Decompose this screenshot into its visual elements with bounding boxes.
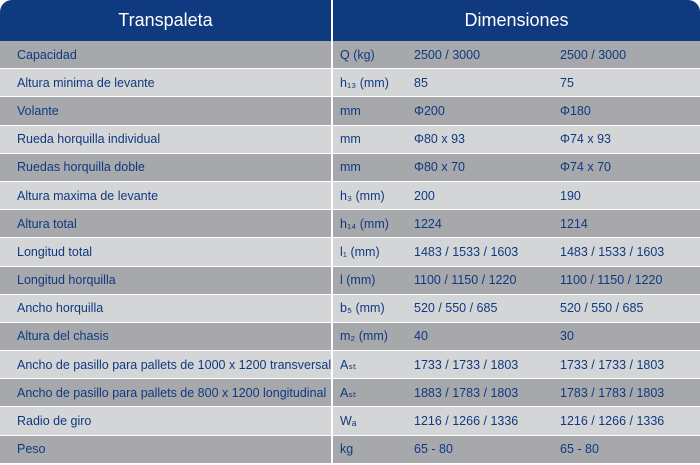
row-unit: l₁ (mm) [340,244,380,259]
column-divider [331,238,333,265]
row-value-1: Φ80 x 70 [414,160,465,175]
column-divider [331,295,333,322]
row-unit: h₁₄ (mm) [340,216,389,231]
row-value-1: 40 [414,329,428,344]
row-unit: Aₛₜ [340,358,357,373]
row-label: Capacidad [17,47,77,62]
row-unit: h₃ (mm) [340,188,385,203]
row-value-1: Φ200 [414,103,445,118]
table-row [0,351,700,379]
table-row [0,182,700,210]
row-unit: mm [340,160,361,175]
row-label: Rueda horquilla individual [17,132,161,147]
table-body [0,41,700,465]
row-value-1: 1216 / 1266 / 1336 [414,414,519,429]
row-unit: Wₐ [340,414,357,429]
row-unit: m₂ (mm) [340,329,388,344]
column-divider [331,351,333,378]
row-label: Ancho horquilla [17,301,104,316]
row-label: Volante [17,103,59,118]
column-divider [331,69,333,96]
header-transpaleta: Transpaleta [118,10,213,30]
table-row [0,97,700,125]
header-dimensiones: Dimensiones [464,10,569,30]
table-row [0,154,700,182]
row-label: Ancho de pasillo para pallets de 1000 x 1200 transversal [17,357,332,372]
row-label: Altura minima de levante [17,75,155,90]
row-unit: l (mm) [340,273,376,288]
table-header [0,0,700,41]
row-value-2: 1483 / 1533 / 1603 [560,244,665,259]
row-value-2: 190 [560,188,581,203]
table-row [0,436,700,464]
table-row [0,126,700,154]
row-value-2: Φ74 x 93 [560,132,611,147]
row-value-2: 2500 / 3000 [560,47,627,62]
column-divider [331,323,333,350]
table-row [0,323,700,351]
row-value-2: 520 / 550 / 685 [560,301,644,316]
row-value-1: 1224 [414,216,442,231]
row-unit: h₁₃ (mm) [340,75,389,90]
row-label: Radio de giro [17,414,92,429]
row-value-2: 75 [560,75,574,90]
row-value-2: 1214 [560,216,588,231]
row-value-2: 1733 / 1733 / 1803 [560,357,665,372]
column-divider [331,407,333,434]
row-value-1: 200 [414,188,435,203]
column-divider [331,267,333,294]
row-value-2: 65 - 80 [560,442,599,457]
column-divider [331,154,333,181]
row-value-1: 1733 / 1733 / 1803 [414,357,519,372]
row-label: Peso [17,442,46,457]
row-label: Ancho de pasillo para pallets de 800 x 1200 longitudinal [17,385,327,400]
row-unit: b₅ (mm) [340,301,385,316]
row-value-1: 85 [414,75,428,90]
column-divider [331,97,333,124]
row-value-2: Φ180 [560,103,591,118]
row-unit: Aₛₜ [340,386,357,401]
row-value-1: 1100 / 1150 / 1220 [414,273,517,288]
table-row [0,41,700,69]
row-unit: mm [340,103,361,118]
row-value-1: 2500 / 3000 [414,47,481,62]
row-value-2: Φ74 x 70 [560,160,611,175]
column-divider [331,182,333,209]
row-value-1: 1883 / 1783 / 1803 [414,385,519,400]
row-unit: mm [340,132,361,147]
row-value-1: 520 / 550 / 685 [414,301,498,316]
row-label: Longitud horquilla [17,273,116,288]
row-unit: Q (kg) [340,47,375,62]
column-divider [331,436,333,463]
column-divider [331,210,333,237]
column-divider [331,126,333,153]
row-value-2: 1216 / 1266 / 1336 [560,414,665,429]
row-unit: kg [340,442,354,457]
table-row [0,238,700,266]
row-value-2: 1783 / 1783 / 1803 [560,385,665,400]
table-row [0,210,700,238]
row-label: Altura del chasis [17,329,109,344]
row-value-2: 30 [560,329,574,344]
row-value-1: 1483 / 1533 / 1603 [414,244,519,259]
table-row [0,379,700,407]
table-row [0,69,700,97]
row-value-2: 1100 / 1150 / 1220 [560,273,663,288]
row-value-1: 65 - 80 [414,442,453,457]
table-row [0,267,700,295]
table-row [0,407,700,435]
table-row [0,295,700,323]
column-divider [331,41,333,68]
row-label: Ruedas horquilla doble [17,160,145,175]
row-label: Longitud total [17,244,93,259]
row-label: Altura total [17,216,77,231]
row-label: Altura maxima de levante [17,188,159,203]
row-value-1: Φ80 x 93 [414,132,465,147]
column-divider [331,379,333,406]
